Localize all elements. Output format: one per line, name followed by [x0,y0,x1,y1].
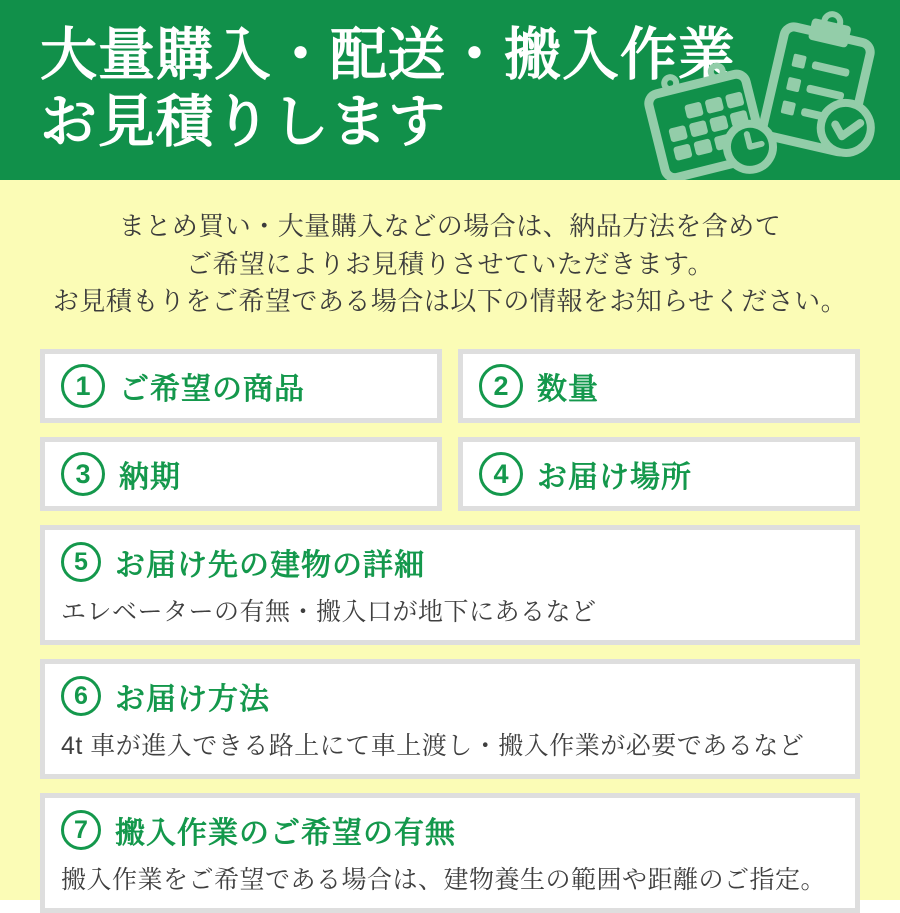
item-6-description: 4t 車が進入できる路上にて車上渡し・搬入作業が必要であるなど [61,732,805,761]
quote-item-7 [40,793,860,913]
quote-item-5 [40,525,860,645]
item-5-title-row [61,540,425,584]
item-2-title: 数量 [537,373,599,407]
quote-item-4 [458,437,860,511]
item-3-title: 納期 [119,461,181,495]
item-4-number-badge [479,452,523,496]
item-5-number: 5 [74,547,88,576]
quote-item-list [40,349,860,913]
item-1-number-badge [61,364,105,408]
quote-item-2 [458,349,860,423]
item-2-number-badge [479,364,523,408]
intro-text [0,208,900,321]
intro-line3: お見積もりをご希望である場合は以下の情報をお知らせください。 [52,286,848,317]
item-4-number: 4 [493,458,509,489]
header-title [40,22,736,157]
intro-line1: まとめ買い・大量購入などの場合は、納品方法を含めて [118,211,782,241]
item-1-title: ご希望の商品 [119,373,305,407]
quote-item-6 [40,659,860,779]
item-4-title: お届け場所 [537,461,692,495]
item-7-number-badge [61,810,101,850]
item-7-title-row [61,808,456,852]
item-6-number: 6 [74,681,88,710]
item-5-number-badge [61,542,101,582]
box-row-1 [40,349,860,423]
box-row-2 [40,437,860,511]
header-icon-group [645,6,890,178]
header-title-line1: 大量購入・配送・搬入作業 [40,23,736,87]
quote-item-1 [40,349,442,423]
item-5-description: エレベーターの有無・搬入口が地下にあるなど [61,598,597,627]
item-3-number-badge [61,452,105,496]
header-title-line2: お見積りします [40,90,446,155]
item-5-title: お届け先の建物の詳細 [115,549,425,583]
header-banner [0,0,900,180]
item-7-number: 7 [74,815,88,844]
item-6-title-row [61,674,270,718]
item-3-number: 3 [75,458,91,489]
item-7-title: 搬入作業のご希望の有無 [115,817,456,851]
item-1-number: 1 [75,370,91,401]
quote-item-3 [40,437,442,511]
item-7-description: 搬入作業をご希望である場合は、建物養生の範囲や距離のご指定。 [61,866,827,895]
intro-line2: ご希望によりお見積りさせていただきます。 [186,248,714,279]
item-6-title: お届け方法 [115,683,270,717]
item-6-number-badge [61,676,101,716]
item-2-number: 2 [493,370,509,401]
